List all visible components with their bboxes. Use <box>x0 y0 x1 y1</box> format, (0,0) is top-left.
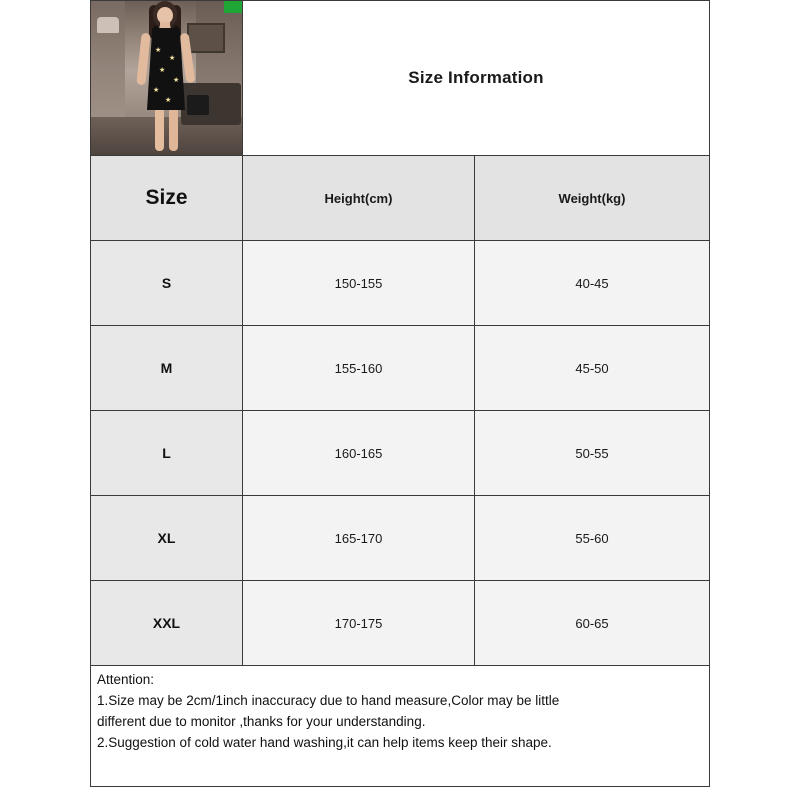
column-header-height-label: Height(cm) <box>324 190 393 206</box>
size-value: XXL <box>152 615 181 631</box>
attention-line-1: 1.Size may be 2cm/1inch inaccuracy due to hand measure,Color may be little <box>97 693 560 708</box>
model-leg-right <box>169 107 178 151</box>
attention-notes <box>91 666 709 786</box>
cell-height <box>243 241 475 325</box>
size-value: M <box>160 360 173 376</box>
corner-badge <box>224 1 242 13</box>
cell-height <box>243 581 475 665</box>
size-value: S <box>161 275 172 291</box>
table-row <box>91 581 709 666</box>
column-header-height <box>243 156 475 240</box>
chart-header-row <box>91 1 709 156</box>
cell-size <box>91 411 243 495</box>
height-value: 170-175 <box>334 615 383 631</box>
weight-value: 45-50 <box>575 360 609 376</box>
weight-value: 60-65 <box>575 615 609 631</box>
weight-value: 40-45 <box>575 275 609 291</box>
height-value: 155-160 <box>334 360 383 376</box>
chart-title-cell <box>243 1 709 155</box>
picture-frame-icon <box>187 23 225 53</box>
cell-height <box>243 326 475 410</box>
size-chart-table <box>90 0 710 787</box>
lamp-icon <box>97 17 119 33</box>
star-print-icon: ★ <box>155 47 162 54</box>
cell-weight <box>475 326 709 410</box>
cell-height <box>243 496 475 580</box>
table-row <box>91 496 709 581</box>
handbag-icon <box>187 95 209 115</box>
cell-weight <box>475 411 709 495</box>
star-print-icon: ★ <box>169 55 176 62</box>
table-row <box>91 241 709 326</box>
star-print-icon: ★ <box>153 87 160 94</box>
cell-size <box>91 241 243 325</box>
column-header-weight-label: Weight(kg) <box>558 190 626 206</box>
table-row <box>91 326 709 411</box>
product-photo-cell <box>91 1 243 155</box>
star-print-icon: ★ <box>159 67 166 74</box>
height-value: 160-165 <box>334 445 383 461</box>
table-row <box>91 411 709 496</box>
cell-weight <box>475 241 709 325</box>
product-photo <box>91 1 242 155</box>
size-value: XL <box>157 530 176 546</box>
attention-line-3: 2.Suggestion of cold water hand washing,it can help items keep their shape. <box>97 735 552 750</box>
measurements-table <box>91 156 709 666</box>
height-value: 150-155 <box>334 275 383 291</box>
column-header-size-label: Size <box>145 186 188 209</box>
size-value: L <box>162 445 171 461</box>
column-header-size <box>91 156 243 240</box>
weight-value: 50-55 <box>575 445 609 461</box>
model-arm-left <box>136 33 150 86</box>
cell-size <box>91 581 243 665</box>
cell-height <box>243 411 475 495</box>
height-value: 165-170 <box>334 530 383 546</box>
attention-line-2: different due to monitor ,thanks for your understanding. <box>97 714 426 729</box>
table-header-row <box>91 156 709 241</box>
model-leg-left <box>155 107 164 151</box>
weight-value: 55-60 <box>575 530 609 546</box>
attention-heading: Attention: <box>97 672 155 687</box>
cell-size <box>91 326 243 410</box>
page-title: Size Information <box>408 68 544 87</box>
star-print-icon: ★ <box>165 97 172 104</box>
cell-weight <box>475 581 709 665</box>
column-header-weight <box>475 156 709 240</box>
star-print-icon: ★ <box>173 77 180 84</box>
cell-weight <box>475 496 709 580</box>
cell-size <box>91 496 243 580</box>
